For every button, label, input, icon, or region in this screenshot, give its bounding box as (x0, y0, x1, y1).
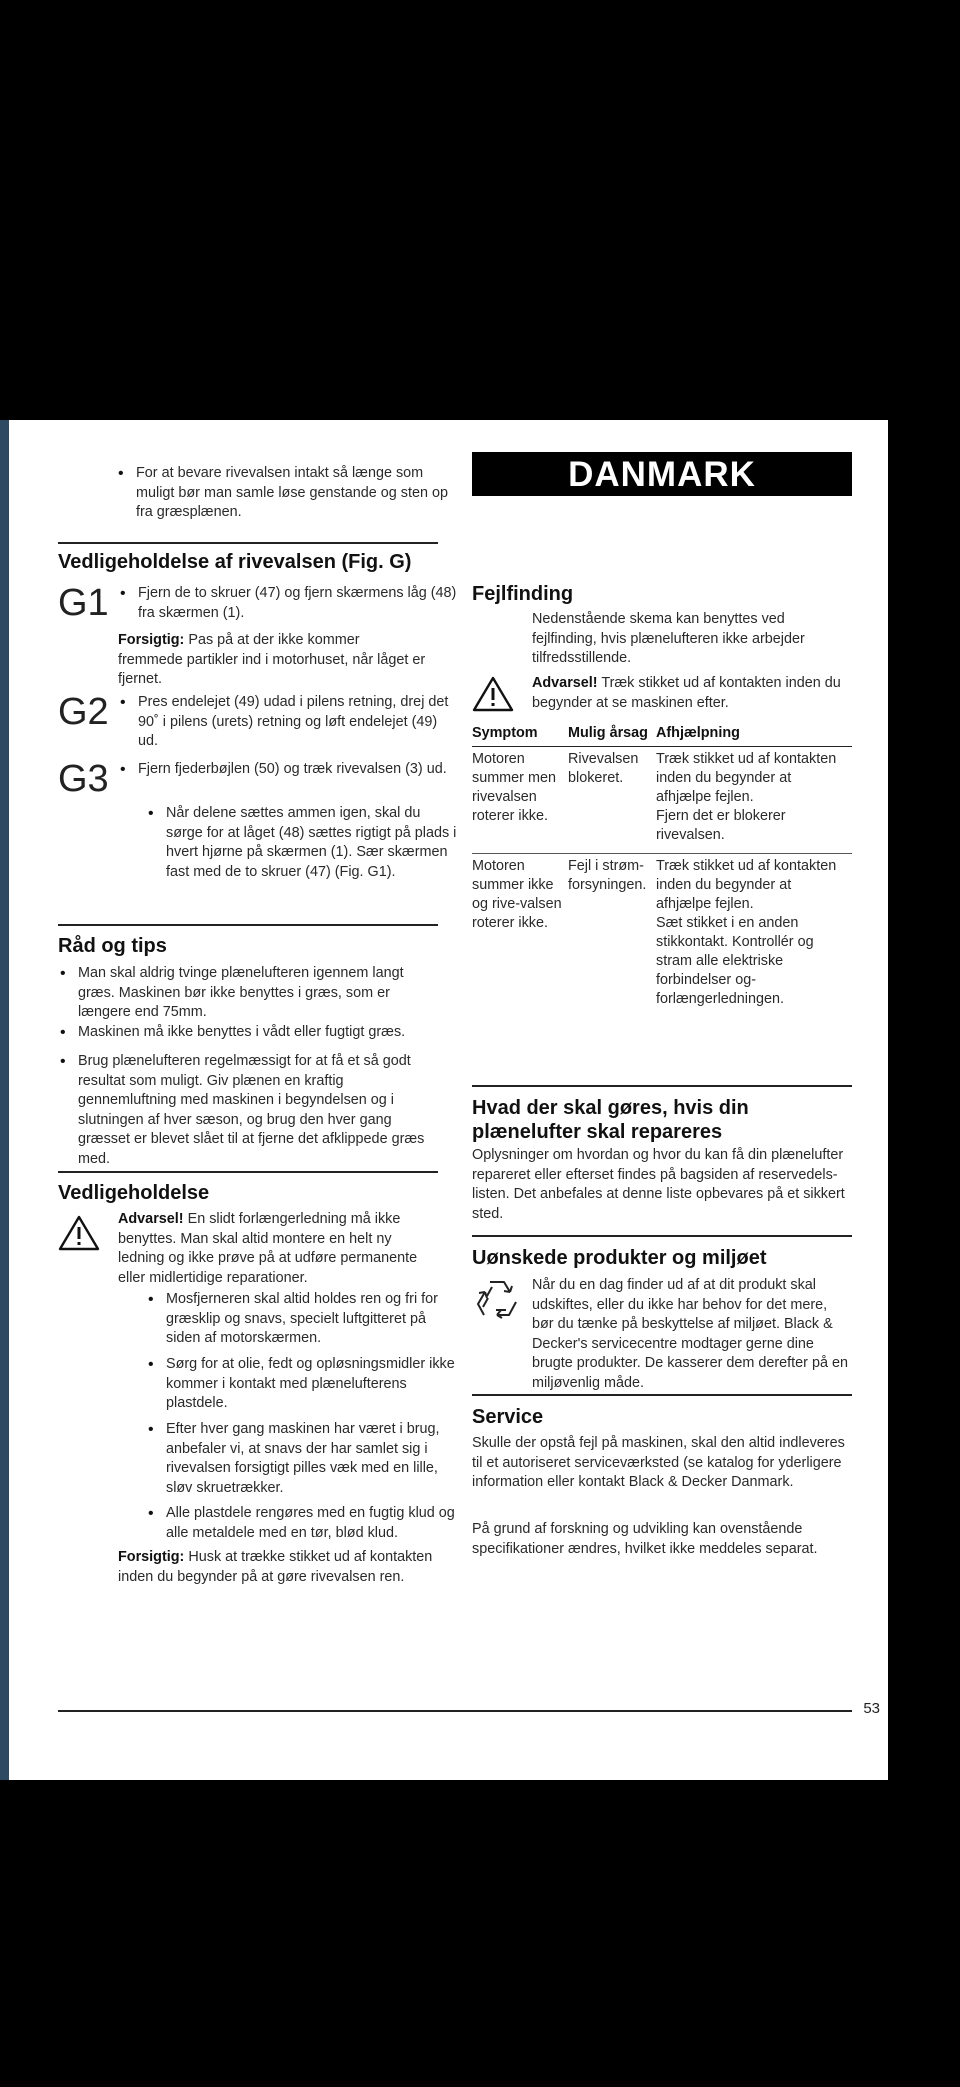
section-title-vedligeholdelse: Vedligeholdelse (58, 1182, 210, 1204)
section-title-tips: Råd og tips (58, 935, 167, 957)
table-header: Afhjælpning (656, 722, 852, 747)
tip-item: • Brug plænelufteren regelmæssigt for at få et så godt resultat som muligt. Giv plænen en kraftig gennemluftning med maskinen i begyndelsen og i slutningen af hver sæson, og brug den hver gang græsset er blevet slået til at fjerne det afklippede græs med. (58, 1052, 438, 1169)
service-disclaimer: På grund af forskning og udvikling kan ovenstående specifikationer ændres, hvilket ikke meddeles separat. (472, 1521, 818, 1557)
warning-text: En slidt forlængerledning må ikke benyttes. Man skal altid montere en helt ny ledning og ikke prøve på at udføre permanente eller midlertidige reparationer. (118, 1211, 418, 1286)
table-header: Mulig årsag (568, 722, 656, 747)
warning-label: Advarsel! (532, 675, 598, 691)
fix-step: Træk stikket ud af kontakten inden du begynder at afhjælpe fejlen. (656, 858, 837, 912)
section-title-environment: Uønskede produkter og miljøet (472, 1247, 767, 1269)
table-cell-symptom: Motoren summer ikke og rive-valsen roterer ikke. (472, 858, 562, 931)
manual-page (0, 420, 888, 1780)
intro-bullet: • For at bevare rivevalsen intakt så længe som muligt bør man samle løse genstande og sten op fra græsplænen. (116, 464, 456, 523)
troubleshooting-table (472, 722, 852, 1017)
step-g3-label: G3 (58, 758, 109, 800)
warning-triangle-icon (58, 1215, 100, 1251)
fix-step: Træk stikket ud af kontakten inden du begynder at afhjælpe fejlen. (656, 751, 837, 805)
section-title-repair: Hvad der skal gøres, hvis din plænelufter skal repareres (472, 1097, 749, 1143)
tip-item: • Man skal aldrig tvinge plænelufteren igennem langt græs. Maskinen bør ikke benyttes i græs, som er længere end 75mm. (58, 964, 438, 1023)
fix-step: Fjern det er blokerer rivevalsen. (656, 808, 786, 843)
step-g3-reassembly-text: • Når delene sættes ammen igen, skal du sørge for at låget (48) sættes rigtigt på plads i hvert hjørne på skærmen (1). Sær skærmen fast med de to skruer (47) (Fig. G1). (146, 804, 458, 882)
caution-text: Husk at trække stikket ud af kontakten inden du begynder på at gøre rivevalsen ren. (118, 1549, 433, 1585)
warning-label: Advarsel! (118, 1211, 184, 1227)
maintenance-item: • Sørg for at olie, fedt og opløsningsmidler ikke kommer i kontakt med plænelufterens plastdele. (146, 1355, 458, 1414)
repair-text: Oplysninger om hvordan og hvor du kan få din plænelufter repareret eller efterset findes på bagsiden af reservedels-listen. Det anbefales at denne liste opbevares på et sikkert sted. (472, 1147, 845, 1222)
footer-rule (58, 1710, 852, 1712)
caution-label: Forsigtig: (118, 632, 185, 648)
table-row (472, 854, 852, 1018)
section-title-service: Service (472, 1406, 544, 1428)
service-text: Skulle der opstå fejl på maskinen, skal den altid indleveres til et autoriseret serviceværksted (se katalog for yderligere information eller kontakt Black & Decker Danmark. (472, 1435, 845, 1490)
caution-text: Pas på at der ikke kommer fremmede partikler ind i motorhuset, når låget er fjernet. (118, 632, 426, 687)
fix-step: Sæt stikket i en anden stikkontakt. Kontrollér og stram alle elektriske forbindelser og-forlængerledningen. (656, 915, 814, 1007)
maintenance-item: • Efter hver gang maskinen har været i brug, anbefaler vi, at snavs der har samlet sig i rivevalsen forsigtigt pilles væk med en lille, sløv skruetrækker. (146, 1420, 458, 1498)
table-cell-cause: Rivevalsen blokeret. (568, 747, 656, 854)
step-g2-text: • Pres endelejet (49) udad i pilens retning, drej det 90˚ i pilens (urets) retning og løft endelejet (49) ud. (118, 693, 458, 752)
step-g2-label: G2 (58, 691, 109, 733)
caution-note (118, 631, 428, 690)
maintenance-item: • Mosfjerneren skal altid holdes ren og fri for græsklip og snavs, specielt luftgitteret på siden af motorskærmen. (146, 1290, 458, 1349)
caution-label: Forsigtig: (118, 1549, 185, 1565)
warning-note (118, 1210, 438, 1288)
section-rule (58, 1171, 438, 1173)
country-banner: DANMARK (472, 452, 852, 496)
section-rule (472, 1085, 852, 1087)
step-g3-text: • Fjern fjederbøjlen (50) og træk rivevalsen (3) ud. (118, 760, 458, 780)
maintenance-item: • Alle plastdele rengøres med en fugtig klud og alle metaldele med en tør, blød klud. (146, 1504, 458, 1543)
section-rule (472, 1235, 852, 1237)
table-cell-symptom: Motoren summer men rivevalsen roterer ikke. (472, 747, 568, 854)
section-title-rivevalsen: Vedligeholdelse af rivevalsen (Fig. G) (58, 551, 412, 573)
step-g1-label: G1 (58, 582, 109, 624)
table-header: Symptom (472, 722, 568, 747)
page-number: 53 (863, 1700, 880, 1717)
table-cell-cause: Fejl i strøm-forsyningen. (568, 858, 647, 893)
step-g1-text: • Fjern de to skruer (47) og fjern skærmens låg (48) fra skærmen (1). (118, 584, 458, 623)
fejlfinding-intro: Nedenstående skema kan benyttes ved fejlfinding, hvis plænelufteren ikke arbejder tilfredsstillende. (532, 611, 805, 666)
environment-text: Når du en dag finder ud af at dit produkt skal udskiftes, eller du ikke har behov for det mere, bør du tænke på beskyttelse af miljøet. Black & Decker's servicecentre modtager gerne dine brugte produkter. De kasserer dem derefter på en miljøvenlig måde. (532, 1277, 848, 1391)
warning-triangle-icon (472, 676, 514, 712)
recycle-icon (474, 1278, 520, 1322)
table-row (472, 747, 852, 854)
section-title-fejlfinding: Fejlfinding (472, 583, 574, 605)
section-rule (58, 542, 438, 544)
page-spine (0, 420, 9, 1780)
tip-item: • Maskinen må ikke benyttes i vådt eller fugtigt græs. (58, 1023, 458, 1043)
table-cell-fix (656, 854, 852, 1018)
caution-note-cleaning (118, 1548, 438, 1587)
warning-text: Træk stikket ud af kontakten inden du begynder at se maskinen efter. (532, 675, 841, 711)
section-rule (58, 924, 438, 926)
section-rule (472, 1394, 852, 1396)
table-cell-fix (656, 747, 852, 854)
fejlfinding-warning (532, 674, 852, 713)
